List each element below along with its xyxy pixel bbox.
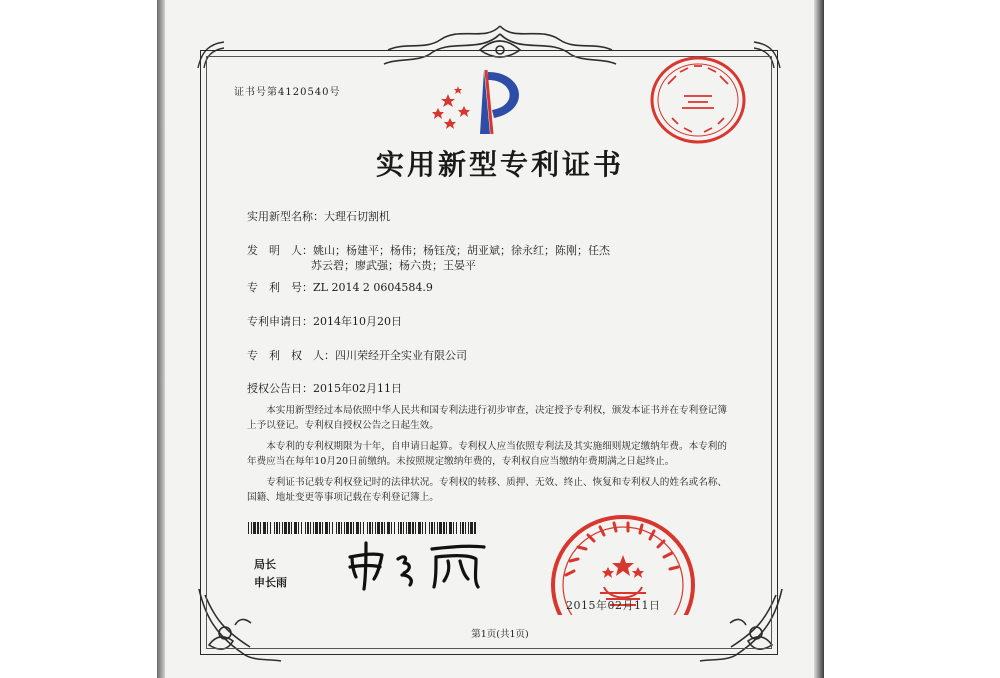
barcode-bar (431, 522, 433, 534)
barcode-bar (408, 522, 411, 534)
left-margin (0, 0, 157, 678)
barcode-bar (439, 522, 442, 534)
barcode-bar (301, 522, 302, 534)
barcode-bar (356, 522, 359, 534)
barcode-bar (360, 522, 361, 534)
field-grant-date (247, 380, 402, 396)
director-title: 局长 (254, 558, 276, 571)
body-paragraph: 专利证书记载专利权登记时的法律状况。专利权的转移、质押、无效、终止、恢复和专利权人的姓名或名称、国籍、地址变更等事项记载在专利登记簿上。 (247, 477, 727, 503)
barcode-bar (462, 522, 464, 534)
field-label: 发 明 人： (247, 244, 313, 257)
barcode-bar (418, 522, 421, 534)
barcode-bar (465, 522, 466, 534)
barcode-bar (313, 522, 314, 534)
barcode-bar (375, 522, 376, 534)
barcode-bar (443, 522, 445, 534)
barcode-bar (336, 522, 337, 534)
certificate-number: 证书号第4120540号 (234, 87, 341, 98)
barcode-bar (260, 522, 261, 534)
field-label: 专利申请日： (247, 315, 313, 328)
certificate-title: 实用新型专利证书 (375, 148, 624, 181)
field-utility-model-name (247, 208, 390, 224)
field-patent-number (247, 279, 433, 295)
barcode-bar (460, 522, 461, 534)
barcode-bar (322, 522, 323, 534)
barcode-bar (294, 522, 297, 534)
barcode-bar (274, 522, 275, 534)
barcode-bar (319, 522, 321, 534)
barcode-bar (437, 522, 438, 534)
field-value: 2015年02月11日 (313, 382, 402, 395)
barcode-bar (398, 522, 399, 534)
barcode-bar (279, 522, 280, 534)
barcode-bar (257, 522, 259, 534)
barcode-bar (284, 522, 287, 534)
barcode-bar (329, 522, 330, 534)
field-application-date (247, 313, 402, 329)
field-label: 实用新型名称： (247, 210, 324, 223)
body-paragraph: 本专利的专利权期限为十年，自申请日起算。专利权人应当依照专利法及其实施细则规定缴纳年费。本专利的年费应当在每年10月20日前缴纳。未按照规定缴纳年费的，专利权自应当缴纳年费期满之日起终止。 (247, 441, 727, 467)
barcode-bar (263, 522, 266, 534)
barcode-bar (446, 522, 447, 534)
barcode-bar (344, 522, 345, 534)
barcode-bar (377, 522, 380, 534)
barcode-icon (248, 522, 478, 534)
barcode-bar (391, 522, 392, 534)
barcode-bar (381, 522, 383, 534)
barcode-bar (384, 522, 385, 534)
barcode-bar (403, 522, 404, 534)
barcode-bar (338, 522, 340, 534)
agency-seal-icon (648, 54, 748, 146)
barcode-bar (456, 522, 457, 534)
field-label: 授权公告日： (247, 382, 313, 395)
barcode-bar (350, 522, 352, 534)
field-inventors (247, 242, 610, 258)
barcode-bar (387, 522, 390, 534)
barcode-bar (310, 522, 311, 534)
barcode-bar (346, 522, 349, 534)
field-patentee (247, 347, 467, 363)
barcode-bar (267, 522, 268, 534)
director-signature (344, 541, 494, 591)
field-value: 2014年10月20日 (313, 315, 402, 328)
barcode-bar (325, 522, 328, 534)
barcode-bar (353, 522, 354, 534)
barcode-bar (282, 522, 283, 534)
barcode-bar (251, 522, 252, 534)
barcode-bar (400, 522, 402, 534)
barcode-bar (307, 522, 309, 534)
certificate-body-text (247, 404, 727, 505)
barcode-bar (453, 522, 454, 534)
barcode-bar (372, 522, 373, 534)
barcode-bar (474, 522, 476, 534)
barcode-bar (363, 522, 364, 534)
barcode-bar (434, 522, 435, 534)
right-shadow (814, 0, 824, 678)
barcode-bar (468, 522, 469, 534)
field-value: 大理石切割机 (324, 210, 390, 223)
barcode-bar (270, 522, 271, 534)
right-margin (824, 0, 1000, 678)
barcode-bar (253, 522, 256, 534)
seal-date: 2015年02月11日 (566, 599, 661, 612)
body-paragraph: 本实用新型经过本局依照中华人民共和国专利法进行初步审查，决定授予专利权，颁发本证书并在专利登记簿上予以登记。专利权自授权公告之日起生效。 (247, 405, 727, 431)
barcode-bar (298, 522, 299, 534)
field-inventors-line2 (311, 257, 476, 273)
field-value: ZL 2014 2 0604584.9 (313, 281, 433, 294)
barcode-bar (367, 522, 368, 534)
barcode-bar (332, 522, 333, 534)
director-name: 申长雨 (254, 576, 287, 589)
barcode-bar (449, 522, 452, 534)
patent-office-logo-icon (428, 62, 538, 142)
barcode-bar (288, 522, 290, 534)
barcode-bar (276, 522, 278, 534)
barcode-bar (315, 522, 318, 534)
field-value: 四川荣经开全实业有限公司 (335, 349, 467, 362)
barcode-bar (422, 522, 423, 534)
left-shadow (157, 0, 165, 678)
field-label: 专 利 号： (247, 281, 313, 294)
barcode-bar (415, 522, 416, 534)
barcode-bar (406, 522, 407, 534)
barcode-bar (291, 522, 292, 534)
barcode-bar (412, 522, 414, 534)
barcode-bar (341, 522, 342, 534)
field-label: 专 利 权 人： (247, 349, 335, 362)
barcode-bar (248, 522, 249, 534)
barcode-bar (429, 522, 430, 534)
barcode-bar (369, 522, 371, 534)
barcode-bar (305, 522, 306, 534)
barcode-bar (394, 522, 395, 534)
field-value: 姚山；杨建平；杨伟；杨钰茂；胡亚斌；徐永红；陈刚；任杰 (313, 244, 610, 257)
page-footer: 第1页(共1页) (471, 629, 529, 640)
barcode-bar (425, 522, 426, 534)
field-value: 苏云碧；廖武强；杨六贵；王晏平 (311, 259, 476, 272)
barcode-bar (470, 522, 473, 534)
